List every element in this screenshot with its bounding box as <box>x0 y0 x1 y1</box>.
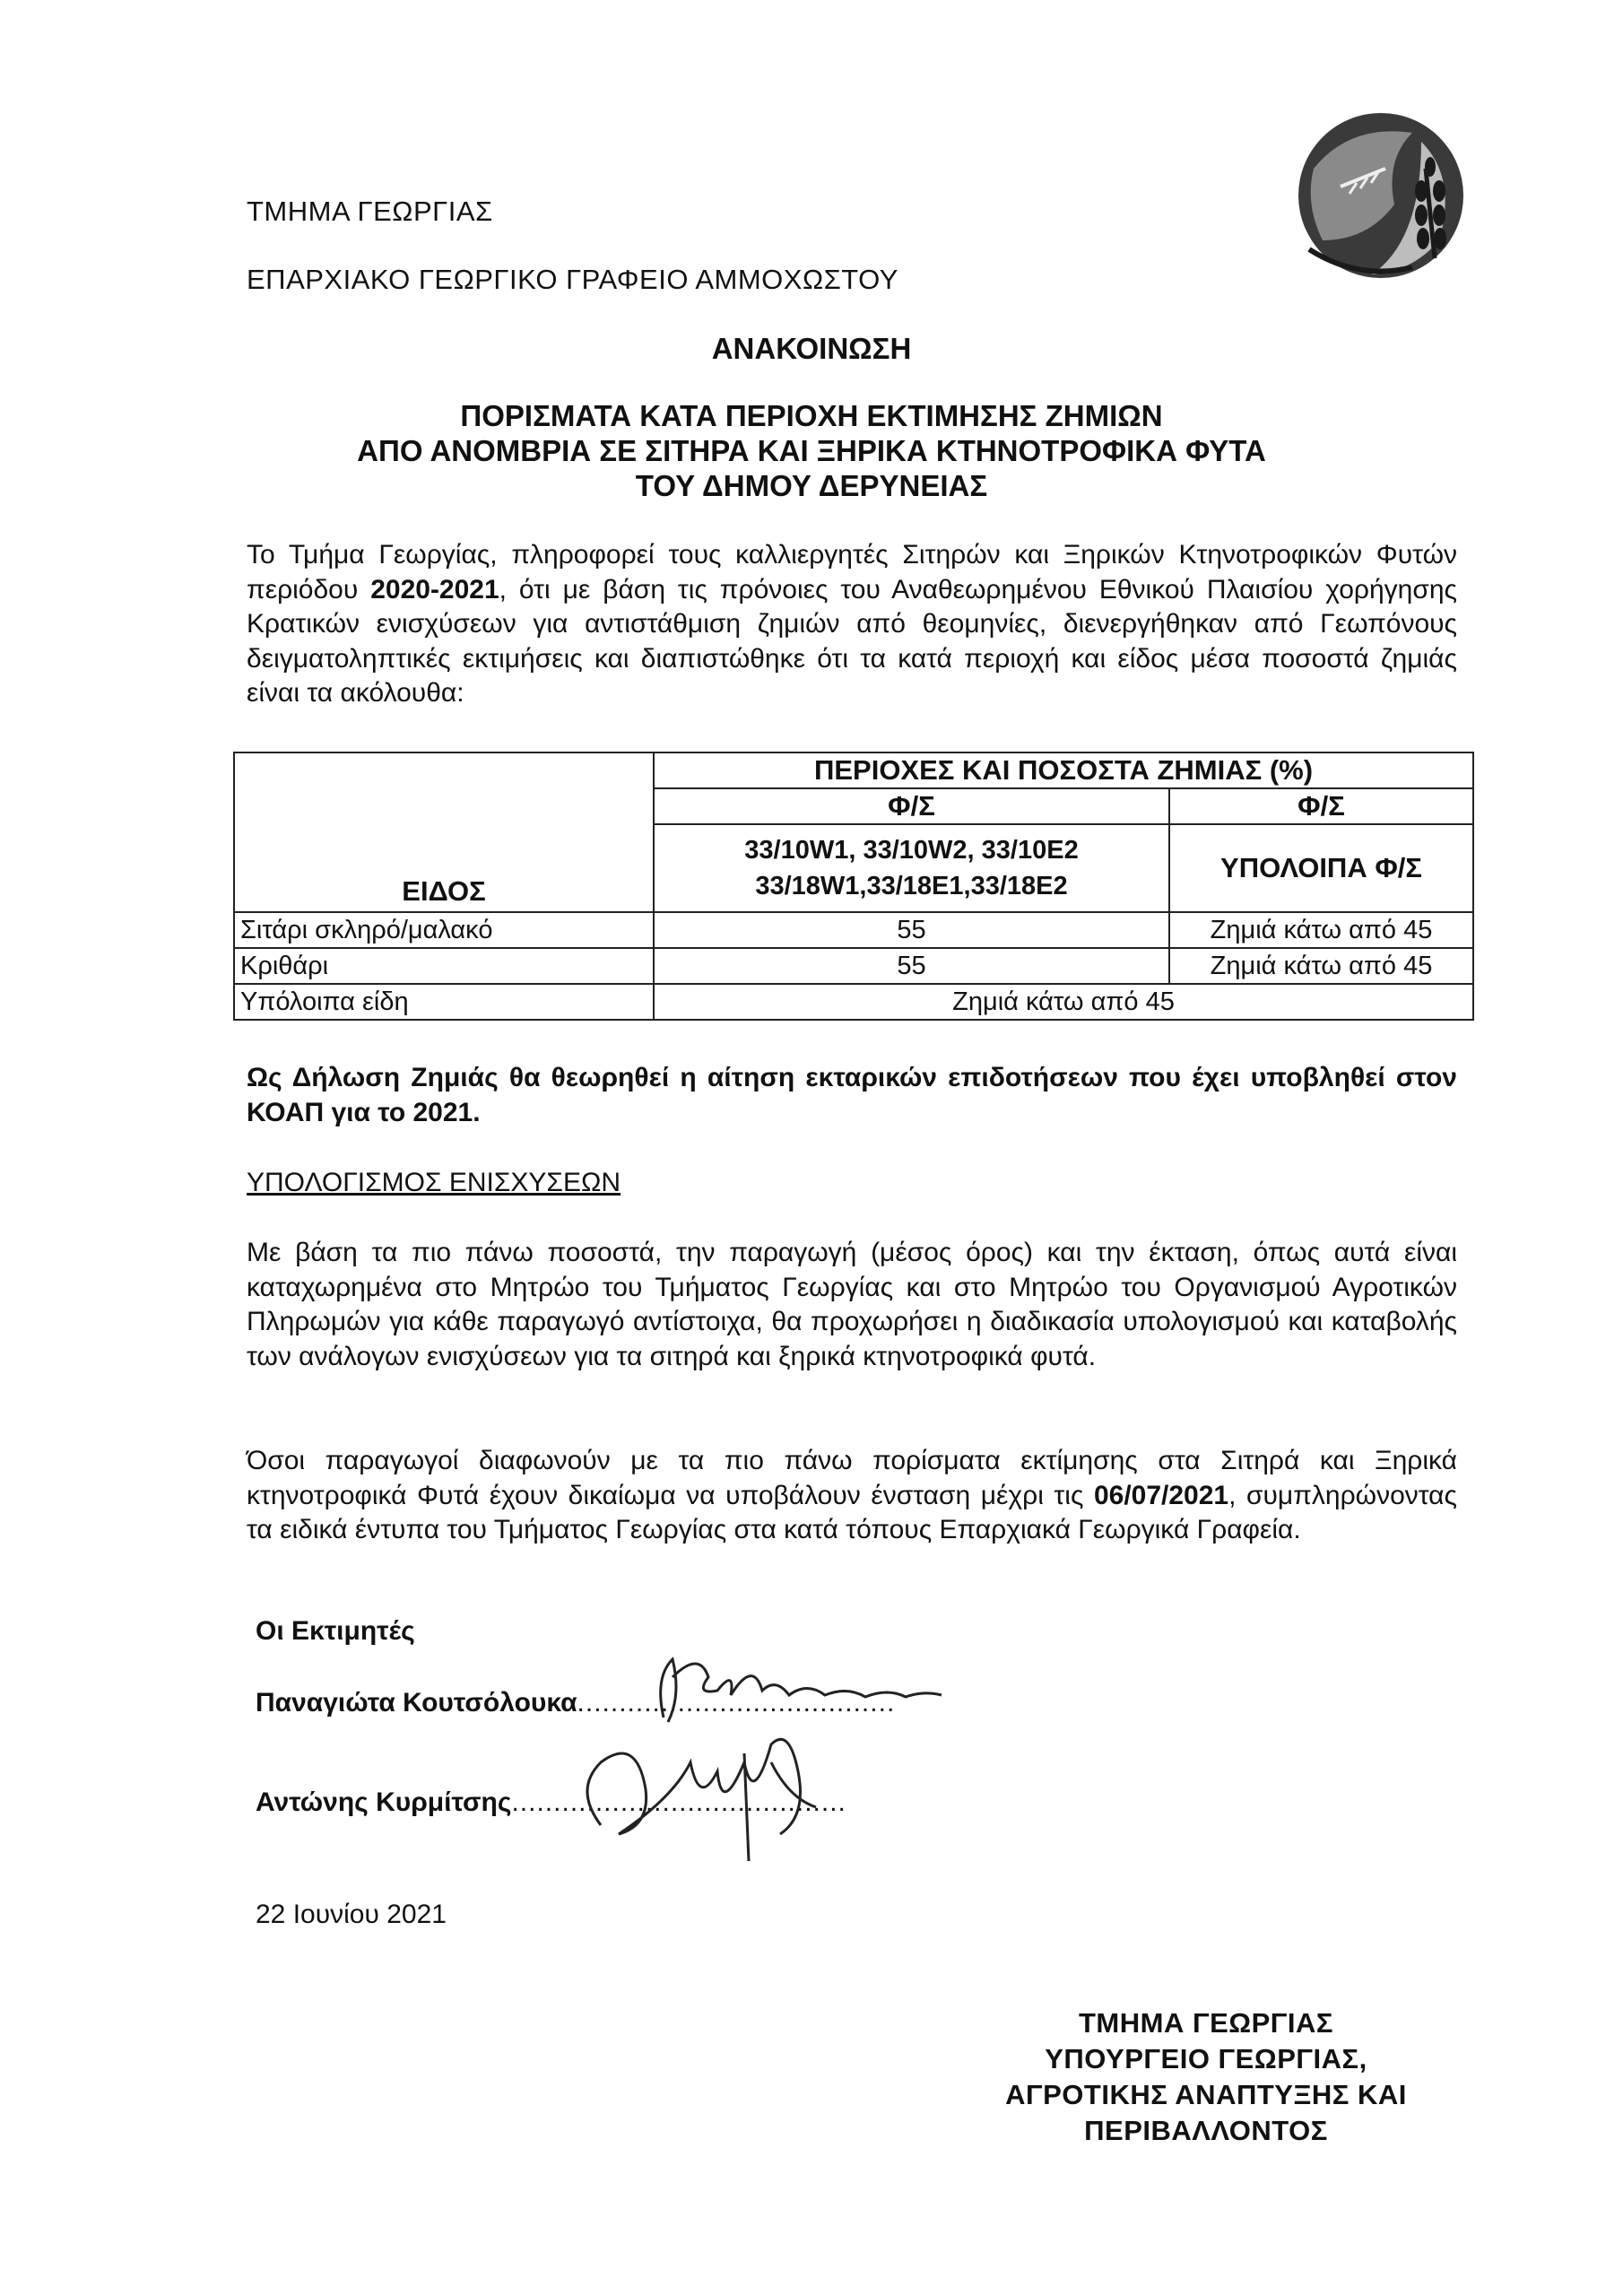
assessors-heading: Οι Εκτιμητές <box>256 1616 415 1646</box>
table-row <box>234 912 1473 948</box>
title-line: ΠΟΡΙΣΜΑΤΑ ΚΑΤΑ ΠΕΡΙΟΧΗ ΕΚΤΙΜΗΣΗΣ ΖΗΜΙΩΝ <box>460 399 1163 432</box>
col2-sub-header: ΥΠΟΛΟΙΠΑ Φ/Σ <box>1169 824 1473 912</box>
calc-heading: ΥΠΟΛΟΓΙΣΜΟΣ ΕΝΙΣΧΥΣΕΩΝ <box>247 1168 621 1197</box>
footer-line: ΠΕΡΙΒΑΛΛΟΝΤΟΣ <box>1084 2115 1328 2146</box>
assessor-name: Παναγιώτα Κουτσόλουκα <box>256 1688 577 1718</box>
declaration-text: Ως Δήλωση Ζημιάς θα θεωρηθεί η αίτηση εκταρικών επιδοτήσεων που έχει υποβληθεί στον ΚΟΑΠ για το 2021. <box>247 1063 1457 1127</box>
objection-text: , συμπληρώνοντας τα ειδικά έντυπα του Τμήματος Γεωργίας στα κατά τόπους Επαρχιακά Γεωργικά Γραφεία. <box>247 1480 1457 1544</box>
title-line: ΤΟΥ ΔΗΜΟΥ ΔΕΡΥΝΕΙΑΣ <box>635 469 988 502</box>
assessor-name: Αντώνης Κυρμίτσης <box>256 1787 512 1817</box>
signature-2-icon <box>565 1709 852 1870</box>
col1-codes <box>654 824 1169 912</box>
footer-line: ΑΓΡΟΤΙΚΗΣ ΑΝΑΠΤΥΞΗΣ ΚΑΙ <box>1005 2079 1407 2110</box>
merged-cell: Ζημιά κάτω από 45 <box>654 984 1473 1020</box>
intro-paragraph <box>247 538 1457 711</box>
intro-text: Το Τμήμα Γεωργίας, πληροφορεί τους καλλιεργητές Σιτηρών και Ξηρικών Κτηνοτροφικών Φυτών περιόδου <box>247 540 1457 604</box>
col2-cell: Ζημιά κάτω από 45 <box>1169 912 1473 948</box>
table-row <box>234 948 1473 984</box>
col1-cell: 55 <box>654 948 1169 984</box>
calc-paragraph: Με βάση τα πιο πάνω ποσοστά, την παραγωγή (μέσος όρος) και την έκταση, όπως αυτά είναι καταχωρημένα στο Μητρώο του Τμήματος Γεωργίας και στο Μητρώο του Οργανισμού Αγροτικών Πληρωμών για κάθε παραγωγό αντίστοιχα, θα προχωρήσει η διαδικασία υπολογισμού και καταβολής των ανάλογων ενισχύσεων για τα σιτηρά και ξηρικά κτηνοτροφικά φυτά. <box>247 1238 1457 1371</box>
kind-cell: Υπόλοιπα είδη <box>234 984 654 1020</box>
codes-line: 33/18W1,33/18E1,33/18E2 <box>755 872 1068 900</box>
col1-cell: 55 <box>654 912 1169 948</box>
table-row <box>234 984 1473 1020</box>
footer-signature-block <box>991 2005 1421 2149</box>
department-name: ΤΜΗΜΑ ΓΕΩΡΓΙΑΣ <box>247 196 493 227</box>
footer-line: ΤΜΗΜΑ ΓΕΩΡΓΙΑΣ <box>1078 2007 1334 2039</box>
signature-dots: ...................................... <box>577 1688 896 1718</box>
col2-cell: Ζημιά κάτω από 45 <box>1169 948 1473 984</box>
signature-dots: ........................................ <box>511 1787 846 1817</box>
period: 2020-2021 <box>370 574 499 604</box>
kind-header: ΕΙΔΟΣ <box>234 752 654 912</box>
kind-cell: Σιτάρι σκληρό/μαλακό <box>234 912 654 948</box>
deadline: 06/07/2021 <box>1093 1480 1229 1510</box>
intro-text: , ότι με βάση τις πρόνοιες του Αναθεωρημένου Εθνικού Πλαισίου χορήγησης Κρατικών ενισχύσεων για αντιστάθμιση ζημιών από θεομηνίες, διενεργήθηκαν από Γεωπόνους δειγματοληπτικές εκτιμήσεις και διαπιστώθηκε ότι τα κατά περιοχή και είδος μέσα ποσοστά ζημιάς είναι τα ακόλουθα: <box>247 574 1457 708</box>
kind-cell: Κριθάρι <box>234 948 654 984</box>
title-line: ΑΠΟ ΑΝΟΜΒΡΙΑ ΣΕ ΣΙΤΗΡΑ ΚΑΙ ΞΗΡΙΚΑ ΚΤΗΝΟΤΡΟΦΙΚΑ ΦΥΤΑ <box>357 434 1266 467</box>
objection-text: Όσοι παραγωγοί διαφωνούν με τα πιο πάνω πορίσματα εκτίμησης στα Σιτηρά και Ξηρικά κτηνοτροφικά Φυτά έχουν δικαίωμα να υποβάλουν ένσταση μέχρι τις <box>247 1446 1457 1510</box>
office-name: ΕΠΑΡΧΙΑΚΟ ΓΕΩΡΓΙΚΟ ΓΡΑΦΕΙΟ ΑΜΜΟΧΩΣΤΟΥ <box>247 264 898 295</box>
document-title <box>0 398 1623 503</box>
document-date: 22 Ιουνίου 2021 <box>256 1900 447 1929</box>
col1-header: Φ/Σ <box>654 788 1169 824</box>
department-logo-icon <box>1287 106 1475 285</box>
objection-paragraph <box>247 1444 1457 1548</box>
areas-header: ΠΕΡΙΟΧΕΣ ΚΑΙ ΠΟΣΟΣΤΑ ΖΗΜΙΑΣ (%) <box>654 752 1473 788</box>
col2-header: Φ/Σ <box>1169 788 1473 824</box>
footer-line: ΥΠΟΥΡΓΕΙΟ ΓΕΩΡΓΙΑΣ, <box>1045 2043 1367 2074</box>
announcement-label: ΑΝΑΚΟΙΝΩΣΗ <box>711 332 912 365</box>
codes-line: 33/10W1, 33/10W2, 33/10E2 <box>744 836 1079 865</box>
damage-table <box>233 752 1474 1021</box>
